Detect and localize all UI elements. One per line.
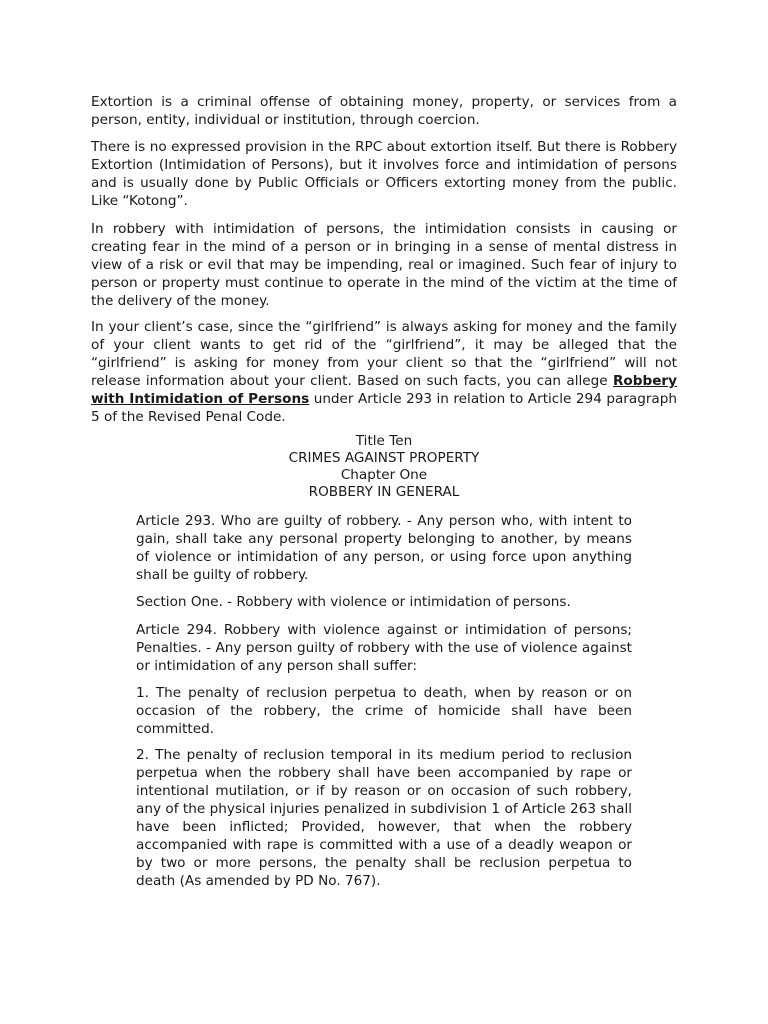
title-ten-heading: Title Ten	[355, 433, 413, 449]
client-case-text-end: under Article 293 in relation to Article 294 paragraph 5 of the Revised Penal Code.	[91, 391, 677, 425]
paragraph-rpc-provision: There is no expressed provision in the RPC about extortion itself. But there is Robbery Extortion (Intimidation of Persons), but it involves force and intimidation of persons and is usually done by Public Officials or Officers extorting money from the public. Like “Kotong”.	[91, 139, 677, 209]
paragraph-intimidation-explained: In robbery with intimidation of persons, the intimidation consists in causing or creating fear in the mind of a person or in bringing in a sense of mental distress in view of a risk or evil that may be impending, real or imagined. Such fear of injury to person or property must continue to operate in the mind of the victim at the time of the delivery of the money.	[91, 221, 677, 309]
chapter-one-heading: Chapter One	[340, 467, 428, 483]
paragraph-client-case	[91, 318, 677, 426]
robbery-with-intimidation-emphasis: Robbery with Intimidation of Persons	[91, 373, 677, 407]
penalty-item-2: 2. The penalty of reclusion temporal in its medium period to reclusion perpetua when the robbery shall have been accompanied by rape or intentional mutilation, or if by reason or on occasion of such robbery, any of the physical injuries penalized in subdivision 1 of Article 263 shall have been inflicted; Provided, however, that when the robbery accompanied with rape is committed with a use of a deadly weapon or by two or more persons, the penalty shall be reclusion perpetua to death (As amended by PD No. 767).	[136, 747, 632, 889]
code-heading	[91, 433, 677, 501]
paragraph-extortion-definition: Extortion is a criminal offense of obtaining money, property, or services from a person, entity, individual or institution, through coercion.	[91, 94, 677, 128]
article-294-quote: Article 294. Robbery with violence against or intimidation of persons; Penalties. - Any person guilty of robbery with the use of violence against or intimidation of any person shall suffer:	[136, 622, 632, 674]
penalty-item-1: 1. The penalty of reclusion perpetua to death, when by reason or on occasion of the robbery, the crime of homicide shall have been committed.	[136, 685, 632, 737]
robbery-in-general-heading: ROBBERY IN GENERAL	[308, 484, 460, 500]
crimes-against-property-heading: CRIMES AGAINST PROPERTY	[288, 450, 480, 466]
section-one-quote: Section One. - Robbery with violence or intimidation of persons.	[136, 594, 571, 610]
client-case-text-start: In your client’s case, since the “girlfriend” is always asking for money and the family of your client wants to get rid of the “girlfriend”, it may be alleged that the “girlfriend” is asking for money from your client so that the “girlfriend” will not release information about your client. Based on such facts, you can allege	[91, 319, 677, 389]
article-293-quote: Article 293. Who are guilty of robbery. - Any person who, with intent to gain, shall take any personal property belonging to another, by means of violence or intimidation of any person, or using force upon anything shall be guilty of robbery.	[136, 513, 632, 583]
